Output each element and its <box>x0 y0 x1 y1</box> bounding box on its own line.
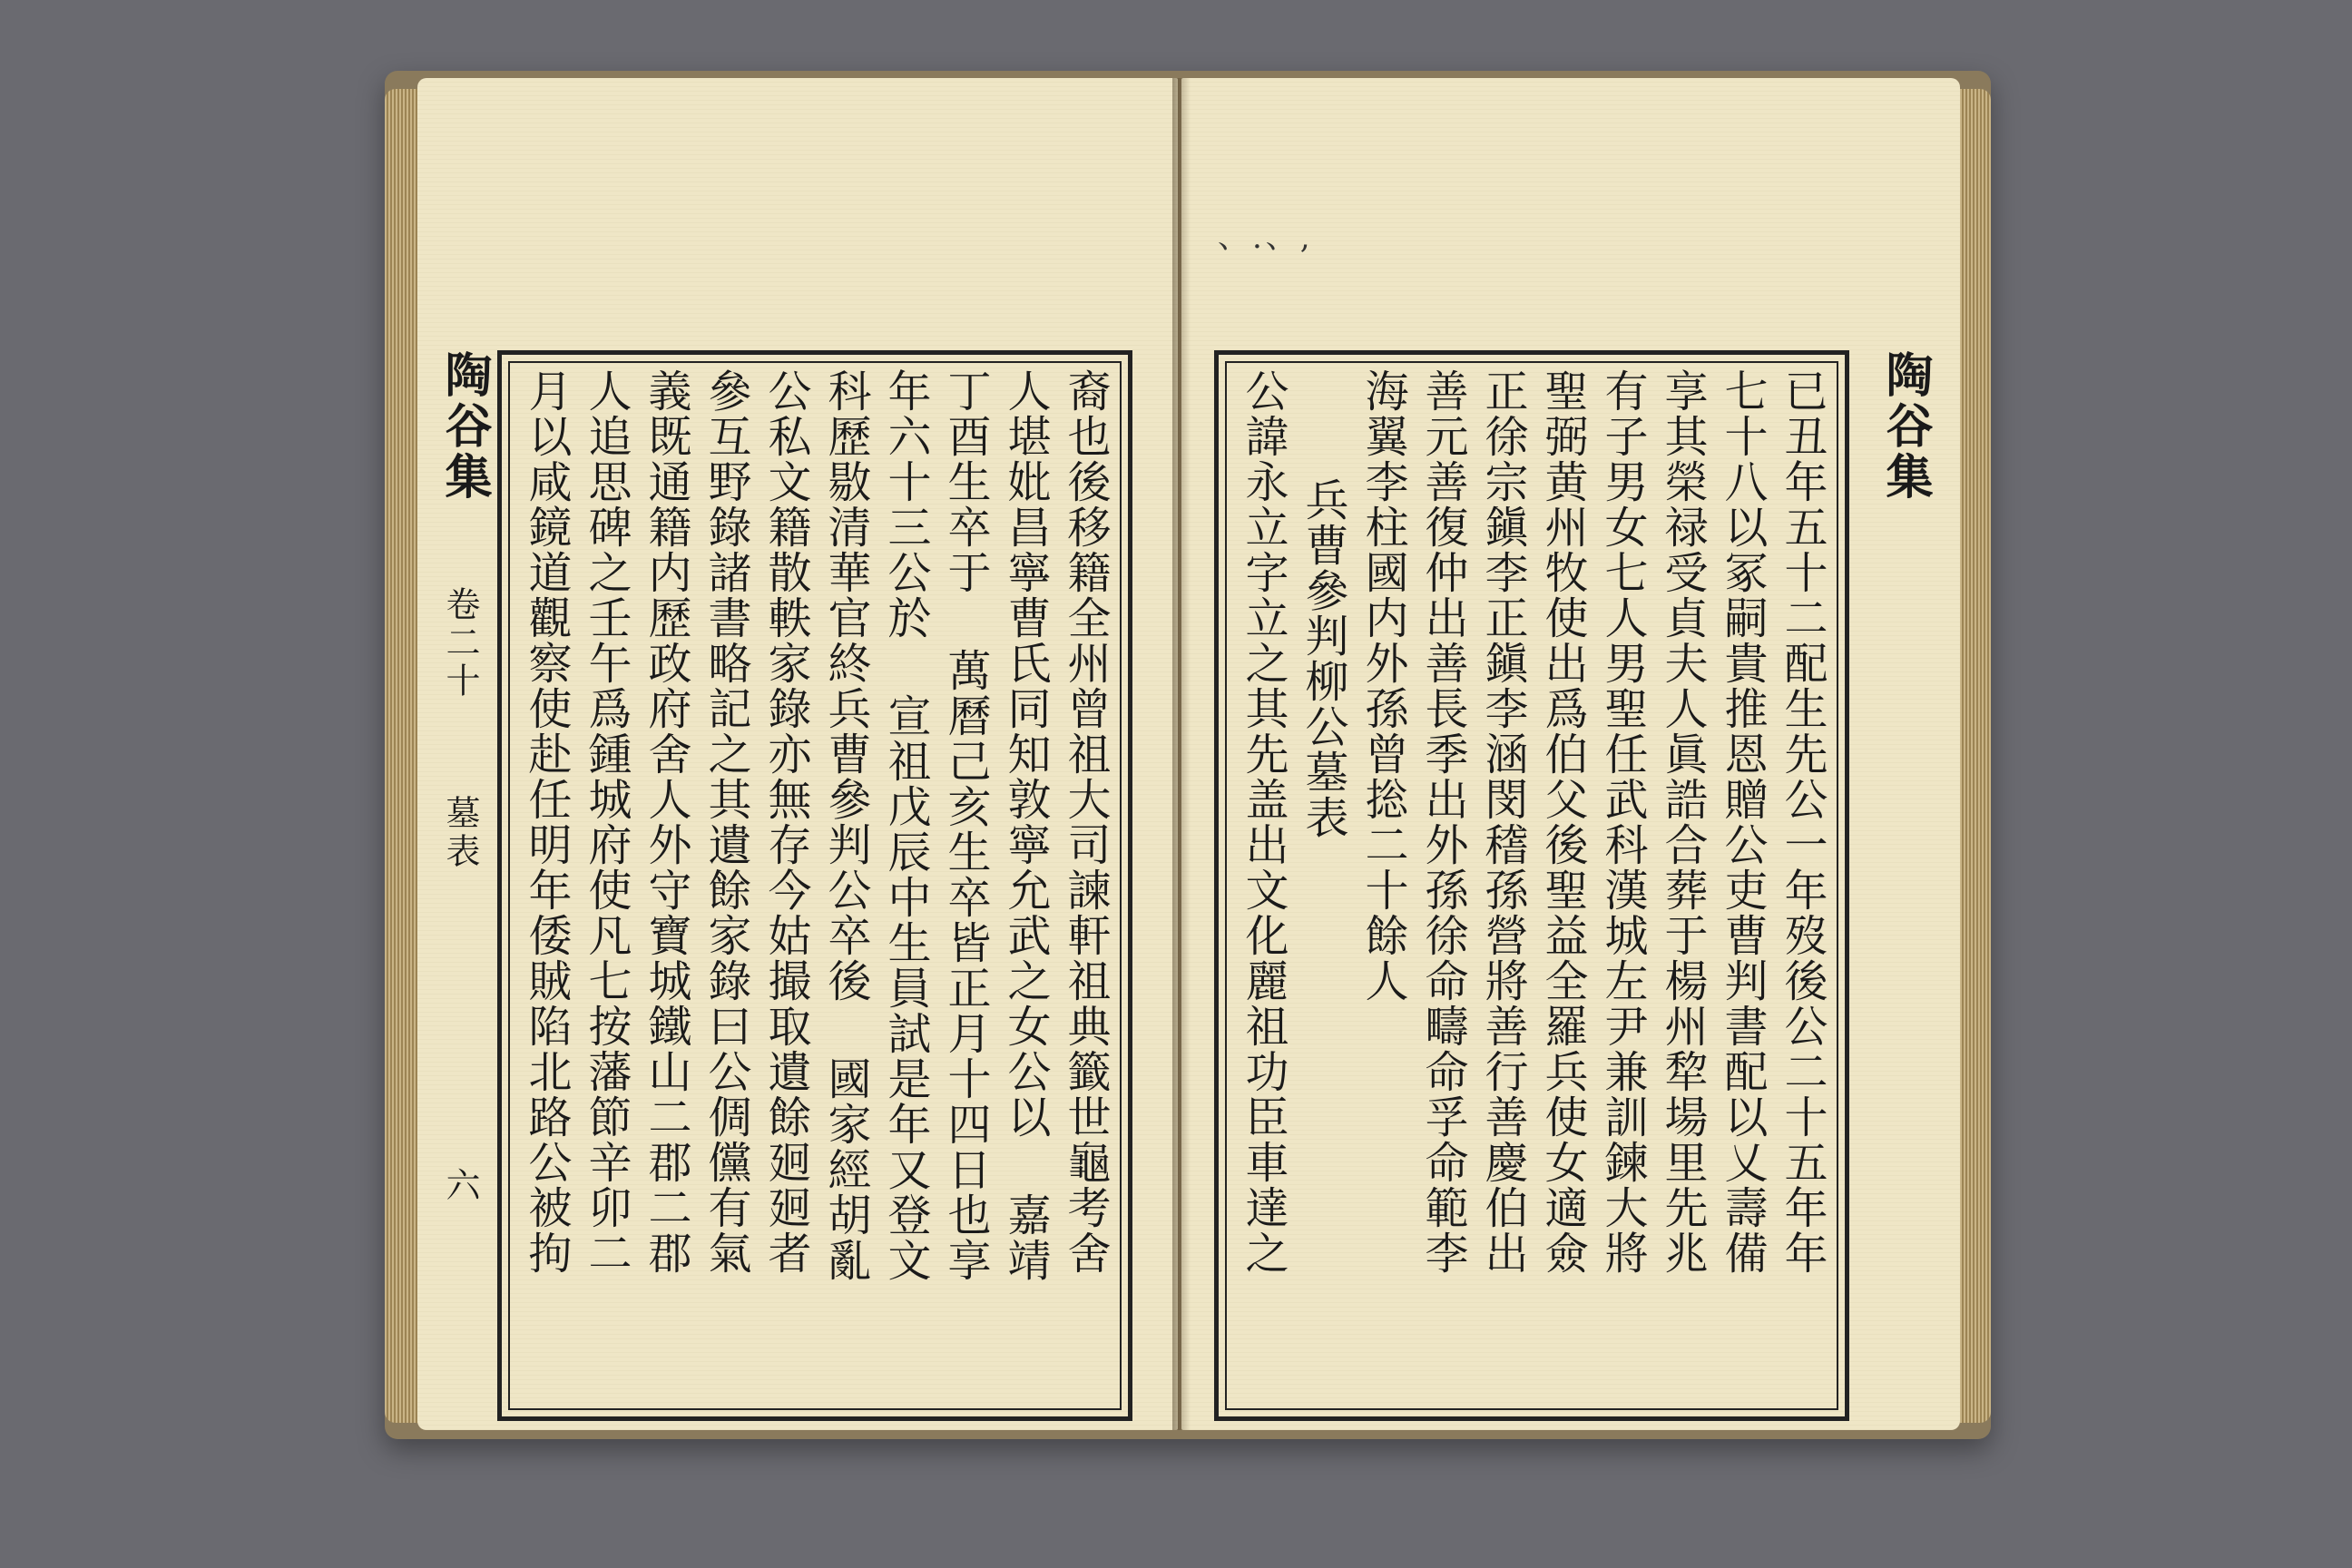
left-column-1: 裔也後移籍全州曾祖大司諫軒祖典籤世龜考舍 <box>1060 368 1111 1276</box>
left-column-5: 科歷敭清華官終兵曹參判公卒後 國家經胡亂 <box>820 368 871 1283</box>
page-edges-left <box>385 89 421 1423</box>
right-margin-title: 陶谷集 <box>1877 350 1933 503</box>
left-margin-title: 陶谷集 <box>436 350 492 503</box>
left-column-6: 公私文籍散軼家錄亦無存今姑撮取遺餘㢠㢠者 <box>760 368 811 1276</box>
left-volume: 卷二十 <box>440 586 480 701</box>
right-column-5: 聖弼黄州牧使出爲伯父後聖益全羅兵使女適僉 <box>1537 368 1588 1276</box>
stray-marks: 、.、, <box>1218 220 1314 256</box>
right-column-1: 已丑年五十二配生先公一年歿後公二十五年年 <box>1777 368 1828 1276</box>
right-column-7: 善元善復仲出善長季出外孫徐命疇命孚命範李 <box>1417 368 1468 1276</box>
right-column-3: 享其榮禄受貞夫人眞誥合葬于楊州犂場里先兆 <box>1657 368 1708 1276</box>
left-column-9: 人追思碑之壬午爲鍾城府使凡七按藩節辛卯二 <box>581 368 632 1276</box>
left-column-8: 義既通籍内歷政府舍人外守寶城鐵山二郡二郡 <box>641 368 691 1276</box>
right-column-4: 有子男女七人男聖任武科漢城左尹兼訓鍊大將 <box>1597 368 1648 1276</box>
right-column-8: 海翼李柱國内外孫曾捴二十餘人 <box>1357 368 1408 1004</box>
right-page <box>1181 78 1960 1430</box>
left-column-3: 丁酉生卒于 萬曆己亥生卒皆正月十四日也享 <box>940 368 991 1283</box>
left-section: 墓表 <box>440 795 480 871</box>
right-column-10: 公諱永立字立之其先盖出文化麗祖功臣車達之 <box>1238 368 1289 1276</box>
right-column-2: 七十八以冢嗣貴推恩贈公吏曹判書配以乂壽備 <box>1717 368 1768 1276</box>
left-column-4: 年六十三公於 宣祖戊辰中生員試是年又登文 <box>880 368 931 1283</box>
left-page <box>417 78 1178 1430</box>
page-edges-right <box>1955 89 1991 1423</box>
book-gutter <box>1172 78 1191 1430</box>
left-column-2: 人堪妣昌寧曹氏同知敦寧允武之女公以 嘉靖 <box>1000 368 1051 1283</box>
left-page-number: 六 <box>440 1167 480 1205</box>
left-column-7: 參互野錄諸書略記之其遺餘家錄曰公倜儻有氣 <box>701 368 751 1276</box>
left-column-10: 月以咸鏡道觀察使赴任明年倭賊陷北路公被拘 <box>521 368 572 1276</box>
open-book <box>385 71 1991 1439</box>
right-column-6: 正徐宗鎭李正鎭李涵閔𥡴孫營將善行善慶伯出 <box>1477 368 1528 1276</box>
right-heading-column: 兵曹參判柳公墓表 <box>1298 477 1348 840</box>
